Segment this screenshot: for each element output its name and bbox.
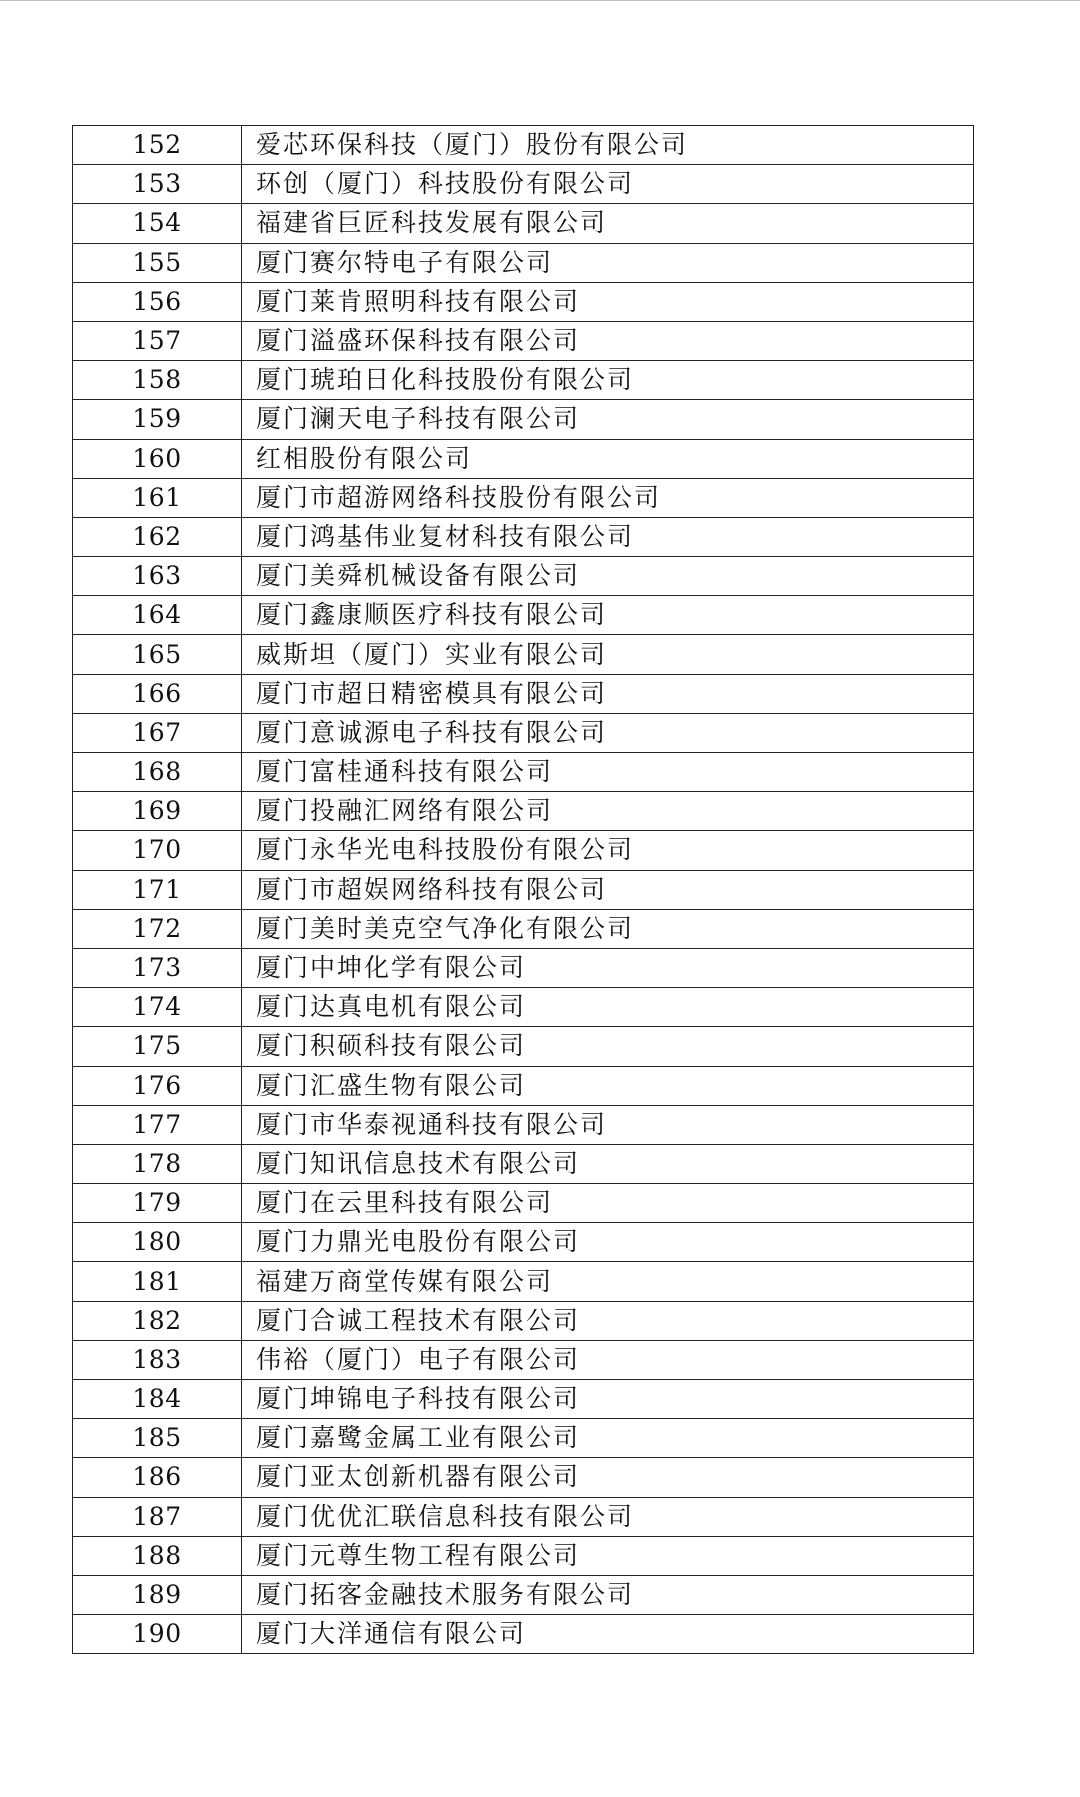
table-row — [73, 1027, 974, 1066]
company-name-cell: 厦门优优汇联信息科技有限公司 — [242, 1497, 974, 1536]
company-name-cell: 厦门合诚工程技术有限公司 — [242, 1301, 974, 1340]
company-name-cell: 厦门美舜机械设备有限公司 — [242, 557, 974, 596]
company-name-cell: 厦门意诚源电子科技有限公司 — [242, 713, 974, 752]
row-number-cell: 154 — [73, 204, 242, 243]
table-row — [73, 753, 974, 792]
company-name-cell: 福建省巨匠科技发展有限公司 — [242, 204, 974, 243]
table-row — [73, 1340, 974, 1379]
table-row — [73, 1575, 974, 1614]
company-name-cell: 厦门亚太创新机器有限公司 — [242, 1458, 974, 1497]
table-row — [73, 870, 974, 909]
row-number-cell: 152 — [73, 126, 242, 165]
row-number-cell: 153 — [73, 165, 242, 204]
row-number-cell: 163 — [73, 557, 242, 596]
row-number-cell: 184 — [73, 1380, 242, 1419]
table-row — [73, 1458, 974, 1497]
row-number-cell: 169 — [73, 792, 242, 831]
table-row — [73, 1262, 974, 1301]
row-number-cell: 172 — [73, 909, 242, 948]
row-number-cell: 155 — [73, 243, 242, 282]
table-row — [73, 1184, 974, 1223]
table-row — [73, 204, 974, 243]
table-row — [73, 909, 974, 948]
company-name-cell: 厦门在云里科技有限公司 — [242, 1184, 974, 1223]
company-name-cell: 厦门大洋通信有限公司 — [242, 1615, 974, 1654]
row-number-cell: 179 — [73, 1184, 242, 1223]
company-name-cell: 厦门元尊生物工程有限公司 — [242, 1536, 974, 1575]
company-name-cell: 厦门市超日精密模具有限公司 — [242, 674, 974, 713]
company-name-cell: 厦门拓客金融技术服务有限公司 — [242, 1575, 974, 1614]
row-number-cell: 175 — [73, 1027, 242, 1066]
company-name-cell: 伟裕（厦门）电子有限公司 — [242, 1340, 974, 1379]
table-row — [73, 792, 974, 831]
table-row — [73, 243, 974, 282]
table-row — [73, 674, 974, 713]
table-row — [73, 557, 974, 596]
company-name-cell: 厦门嘉鹭金属工业有限公司 — [242, 1419, 974, 1458]
table-row — [73, 1105, 974, 1144]
company-name-cell: 福建万商堂传媒有限公司 — [242, 1262, 974, 1301]
company-name-cell: 厦门溢盛环保科技有限公司 — [242, 321, 974, 360]
row-number-cell: 180 — [73, 1223, 242, 1262]
row-number-cell: 157 — [73, 321, 242, 360]
company-name-cell: 厦门澜天电子科技有限公司 — [242, 400, 974, 439]
row-number-cell: 186 — [73, 1458, 242, 1497]
row-number-cell: 156 — [73, 282, 242, 321]
page-top-border — [0, 0, 1080, 1]
company-name-cell: 厦门市华泰视通科技有限公司 — [242, 1105, 974, 1144]
company-name-cell: 厦门琥珀日化科技股份有限公司 — [242, 361, 974, 400]
company-name-cell: 红相股份有限公司 — [242, 439, 974, 478]
row-number-cell: 167 — [73, 713, 242, 752]
company-name-cell: 厦门积硕科技有限公司 — [242, 1027, 974, 1066]
company-name-cell: 厦门鸿基伟业复材科技有限公司 — [242, 517, 974, 556]
row-number-cell: 171 — [73, 870, 242, 909]
table-row — [73, 478, 974, 517]
company-name-cell: 厦门永华光电科技股份有限公司 — [242, 831, 974, 870]
table-row — [73, 282, 974, 321]
table-row — [73, 439, 974, 478]
table-body — [73, 126, 974, 1654]
company-name-cell: 厦门达真电机有限公司 — [242, 988, 974, 1027]
row-number-cell: 164 — [73, 596, 242, 635]
row-number-cell: 166 — [73, 674, 242, 713]
company-name-cell: 威斯坦（厦门）实业有限公司 — [242, 635, 974, 674]
table-row — [73, 1380, 974, 1419]
table-row — [73, 1419, 974, 1458]
row-number-cell: 159 — [73, 400, 242, 439]
company-name-cell: 厦门赛尔特电子有限公司 — [242, 243, 974, 282]
table-row — [73, 1144, 974, 1183]
row-number-cell: 187 — [73, 1497, 242, 1536]
table-row — [73, 831, 974, 870]
company-name-cell: 厦门富桂通科技有限公司 — [242, 753, 974, 792]
table-row — [73, 361, 974, 400]
company-name-cell: 厦门汇盛生物有限公司 — [242, 1066, 974, 1105]
row-number-cell: 182 — [73, 1301, 242, 1340]
table-row — [73, 1615, 974, 1654]
row-number-cell: 177 — [73, 1105, 242, 1144]
table-row — [73, 1223, 974, 1262]
row-number-cell: 183 — [73, 1340, 242, 1379]
company-name-cell: 厦门鑫康顺医疗科技有限公司 — [242, 596, 974, 635]
table-row — [73, 1301, 974, 1340]
row-number-cell: 161 — [73, 478, 242, 517]
table-row — [73, 400, 974, 439]
company-name-cell: 厦门市超娱网络科技有限公司 — [242, 870, 974, 909]
company-list-table — [72, 125, 974, 1654]
row-number-cell: 174 — [73, 988, 242, 1027]
company-name-cell: 厦门坤锦电子科技有限公司 — [242, 1380, 974, 1419]
row-number-cell: 160 — [73, 439, 242, 478]
company-name-cell: 厦门知讯信息技术有限公司 — [242, 1144, 974, 1183]
row-number-cell: 185 — [73, 1419, 242, 1458]
row-number-cell: 170 — [73, 831, 242, 870]
table-row — [73, 1536, 974, 1575]
company-name-cell: 环创（厦门）科技股份有限公司 — [242, 165, 974, 204]
row-number-cell: 190 — [73, 1615, 242, 1654]
table-row — [73, 948, 974, 987]
row-number-cell: 178 — [73, 1144, 242, 1183]
company-name-cell: 厦门美时美克空气净化有限公司 — [242, 909, 974, 948]
table-row — [73, 1066, 974, 1105]
table-row — [73, 1497, 974, 1536]
row-number-cell: 173 — [73, 948, 242, 987]
company-name-cell: 厦门力鼎光电股份有限公司 — [242, 1223, 974, 1262]
table-row — [73, 517, 974, 556]
company-name-cell: 厦门莱肯照明科技有限公司 — [242, 282, 974, 321]
row-number-cell: 188 — [73, 1536, 242, 1575]
table-row — [73, 126, 974, 165]
table-row — [73, 713, 974, 752]
company-name-cell: 厦门投融汇网络有限公司 — [242, 792, 974, 831]
company-name-cell: 厦门市超游网络科技股份有限公司 — [242, 478, 974, 517]
table-row — [73, 596, 974, 635]
row-number-cell: 176 — [73, 1066, 242, 1105]
row-number-cell: 162 — [73, 517, 242, 556]
row-number-cell: 189 — [73, 1575, 242, 1614]
company-name-cell: 爱芯环保科技（厦门）股份有限公司 — [242, 126, 974, 165]
table-row — [73, 635, 974, 674]
row-number-cell: 158 — [73, 361, 242, 400]
row-number-cell: 168 — [73, 753, 242, 792]
table-row — [73, 321, 974, 360]
row-number-cell: 165 — [73, 635, 242, 674]
table-row — [73, 165, 974, 204]
company-name-cell: 厦门中坤化学有限公司 — [242, 948, 974, 987]
row-number-cell: 181 — [73, 1262, 242, 1301]
table-row — [73, 988, 974, 1027]
